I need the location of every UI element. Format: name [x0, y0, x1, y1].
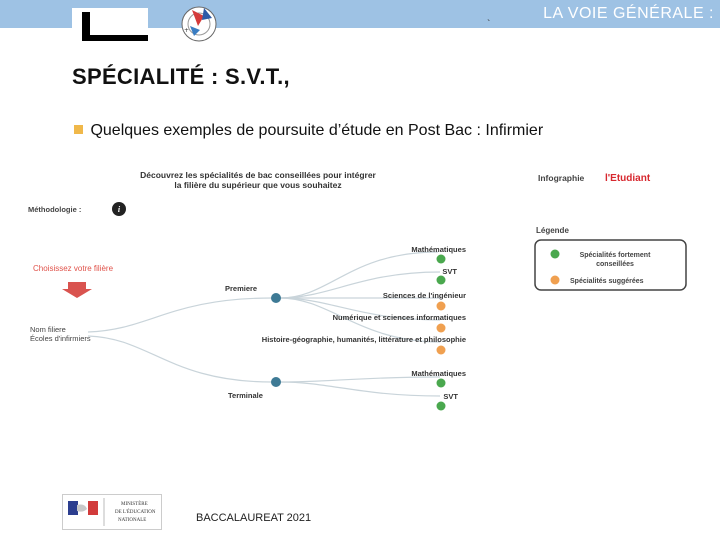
- spec-svt-terminale: SVT: [443, 392, 458, 401]
- marianne-logo-icon: [63, 495, 161, 529]
- ministry-line3: NATIONALE: [118, 518, 147, 523]
- suggested-dot: [437, 324, 446, 333]
- tree-connectors: [88, 252, 440, 396]
- ministry-logo: [62, 494, 162, 530]
- suggested-dot: [437, 346, 446, 355]
- strong-dot: [437, 255, 446, 264]
- svg-text:+: +: [184, 27, 190, 34]
- legend-suggested-dot: [551, 276, 560, 285]
- strong-dot: [437, 402, 446, 411]
- choose-filiere-label: Choisissez votre filière: [33, 264, 114, 273]
- spec-svt-premiere: SVT: [442, 267, 457, 276]
- spec-maths-premiere: Mathématiques: [411, 245, 466, 254]
- premiere-node: [271, 293, 281, 303]
- terminale-label: Terminale: [228, 391, 263, 400]
- spec-hggsp: Histoire-géographie, humanités, littérature et philosophie: [261, 335, 466, 344]
- spec-maths-terminale: Mathématiques: [411, 369, 466, 378]
- brand-logo: l'Etudiant: [605, 173, 651, 184]
- methodology-label: Méthodologie :: [28, 205, 82, 214]
- legend-strong-dot: [551, 250, 560, 259]
- page-title: SPÉCIALITÉ : S.V.T.,: [72, 64, 290, 89]
- infographic-brand-prefix: Infographie: [538, 173, 585, 183]
- spec-nsi: Numérique et sciences informatiques: [332, 313, 466, 322]
- strong-dot: [437, 379, 446, 388]
- spec-si: Sciences de l'ingénieur: [382, 291, 466, 300]
- legend-title: Légende: [536, 226, 569, 235]
- terminale-node: [271, 377, 281, 387]
- tick-mark: `: [487, 19, 491, 30]
- legend-strong-line2: conseillées: [596, 261, 634, 268]
- infographic-heading-line1: Découvrez les spécialités de bac conseillées pour intégrer: [140, 170, 376, 180]
- footer-text: BACCALAUREAT 2021: [196, 512, 312, 524]
- bullet-text: Quelques exemples de poursuite d’étude en Post Bac : Infirmier: [90, 122, 544, 139]
- down-arrow-icon: [62, 282, 92, 298]
- ministry-line2: DE L'ÉDUCATION: [115, 510, 156, 515]
- ministry-line1: MINISTÈRE: [121, 502, 148, 507]
- section-title: LA VOIE GÉNÉRALE :: [543, 5, 714, 22]
- premiere-label: Premiere: [225, 284, 258, 293]
- legend-suggested: Spécialités suggérées: [570, 278, 644, 285]
- infographic-heading-line2: la filière du supérieur que vous souhaitez: [174, 180, 342, 190]
- legend-strong-line1: Spécialités fortement: [579, 252, 651, 259]
- filiere-name: Nom filiere: [30, 325, 66, 334]
- info-icon-glyph: i: [117, 205, 121, 214]
- strong-dot: [437, 276, 446, 285]
- suggested-dot: [437, 302, 446, 311]
- filiere-value: Écoles d'infirmiers: [30, 334, 91, 343]
